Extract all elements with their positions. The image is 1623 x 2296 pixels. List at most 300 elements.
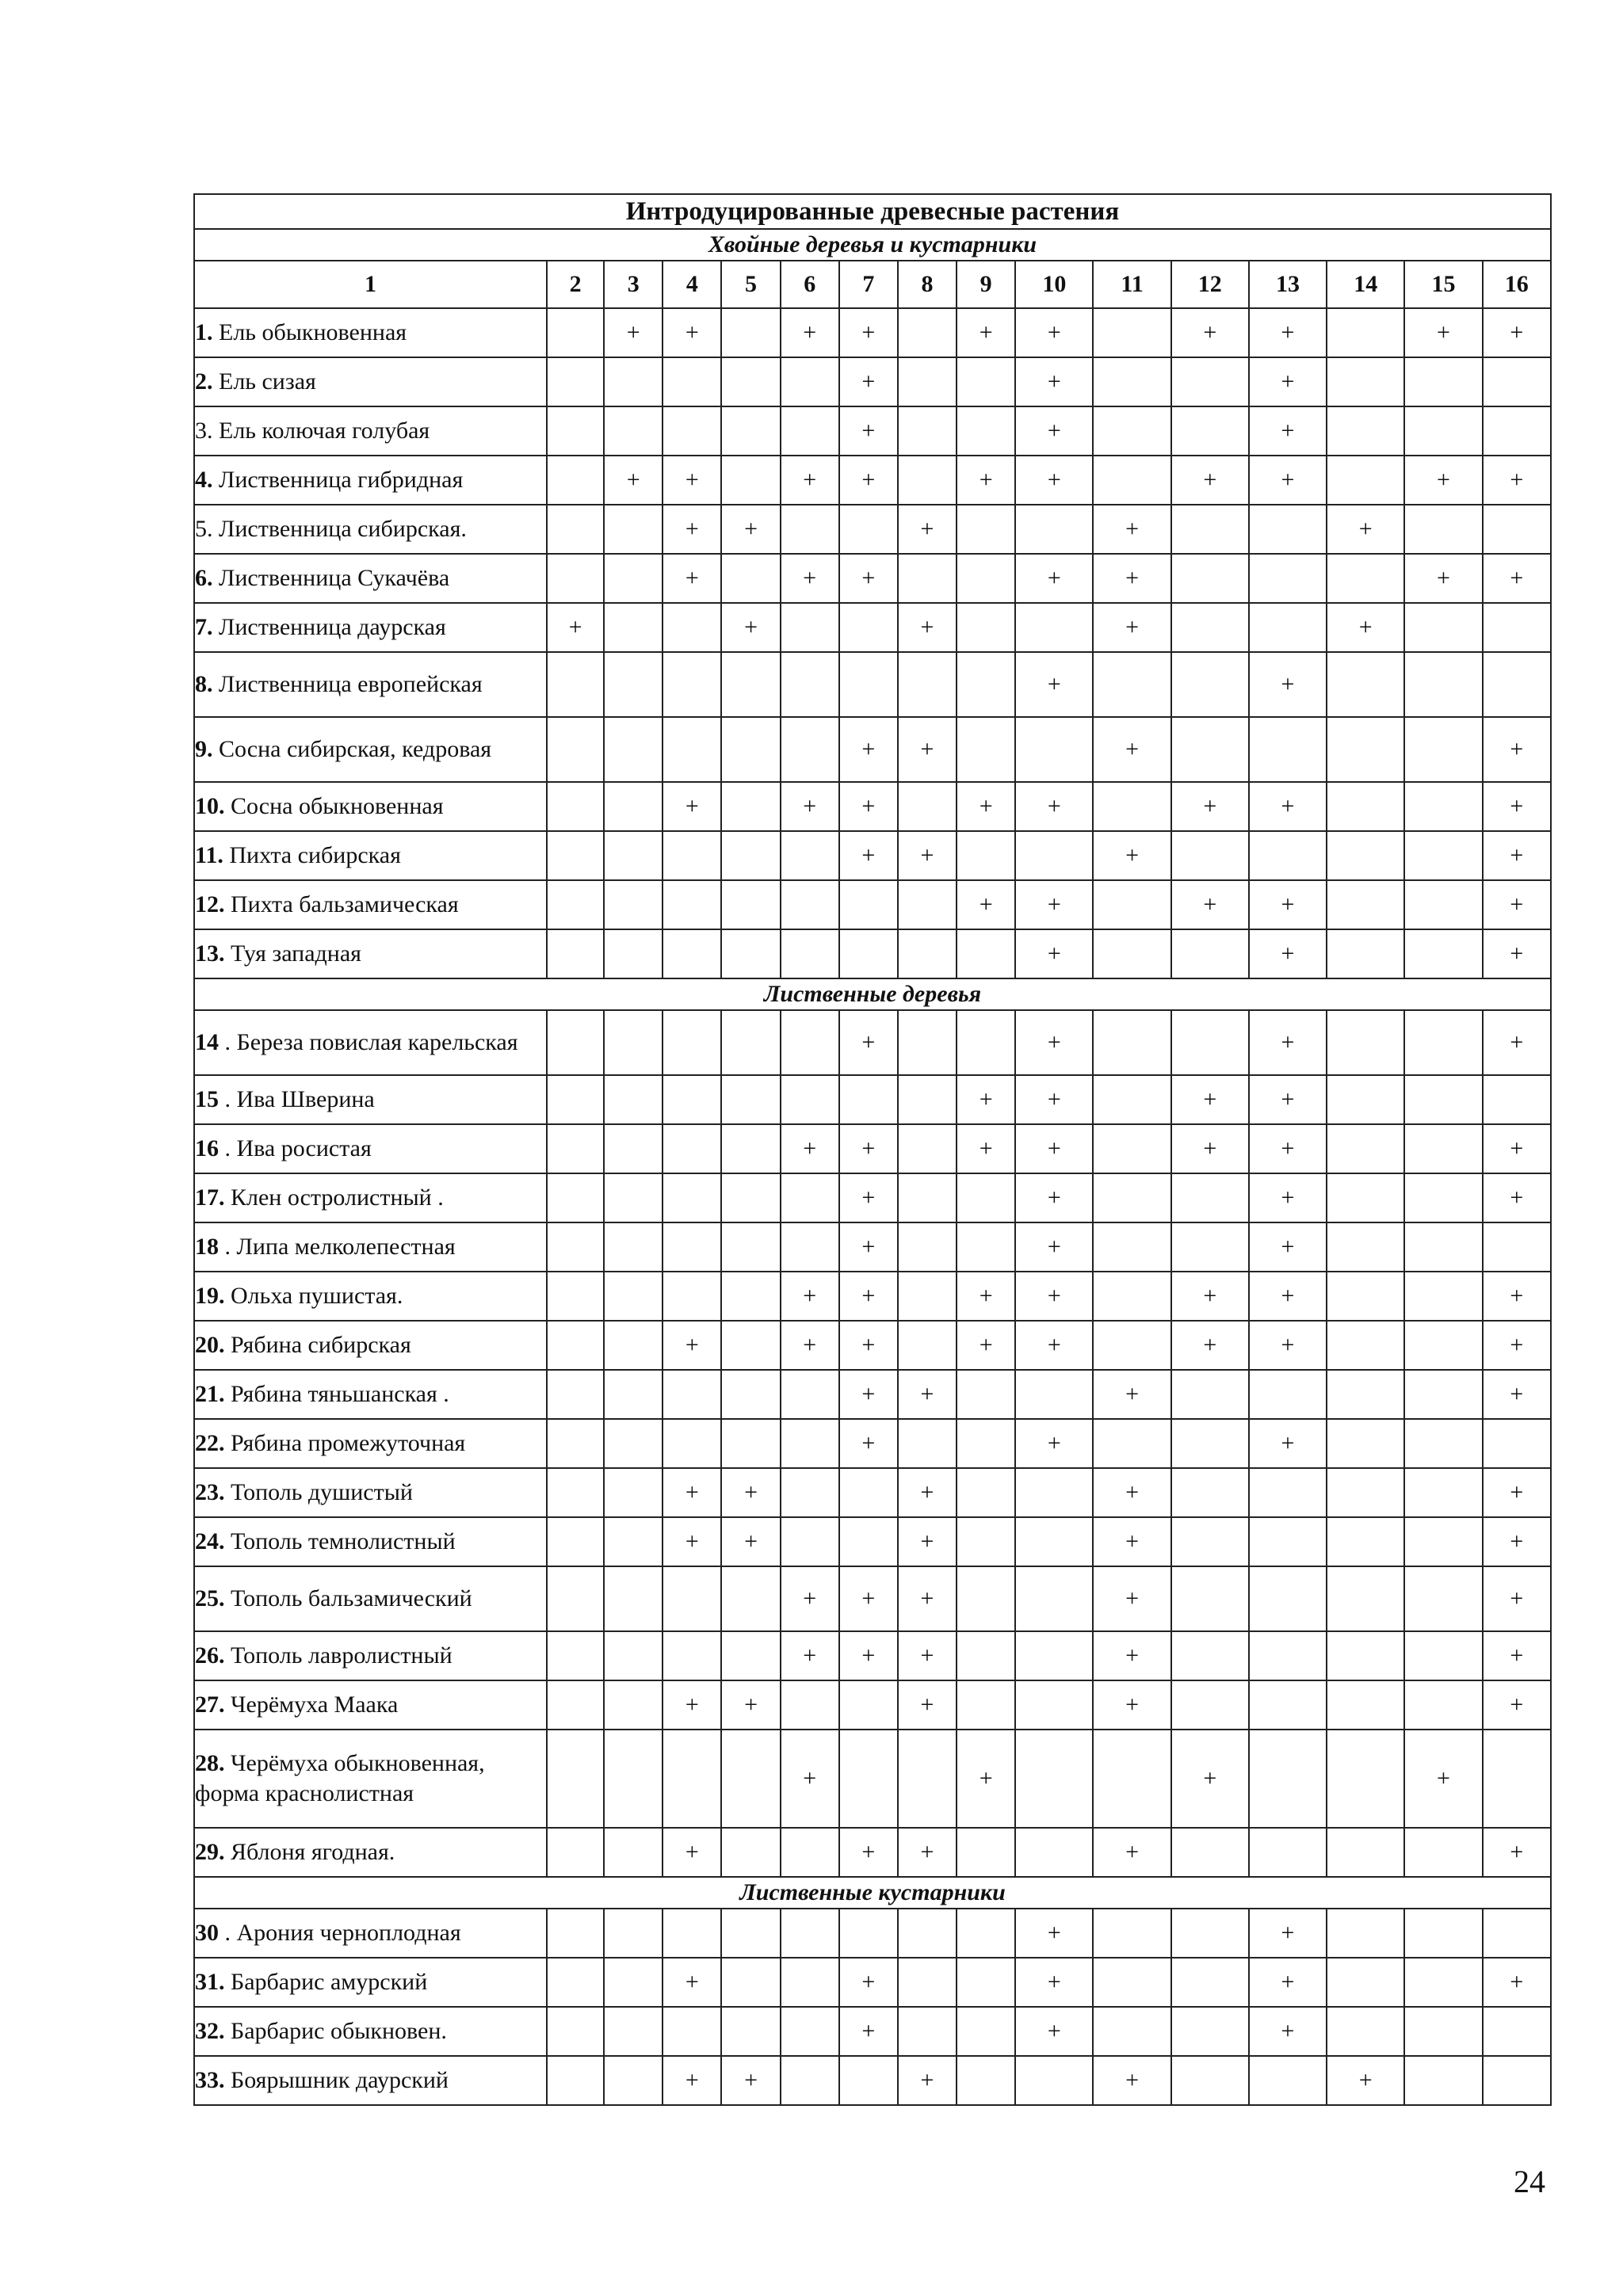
mark-cell — [1327, 357, 1404, 406]
mark-cell: + — [839, 406, 898, 456]
mark-cell — [604, 1909, 663, 1958]
plant-name: Клен остролистный . — [231, 1184, 444, 1211]
mark-cell: + — [898, 717, 957, 782]
mark-cell — [898, 308, 957, 357]
mark-cell — [1404, 1828, 1482, 1877]
mark-cell — [604, 880, 663, 929]
mark-cell: + — [1171, 782, 1249, 831]
mark-cell — [898, 1419, 957, 1468]
mark-cell: + — [839, 1419, 898, 1468]
mark-cell: + — [721, 1468, 780, 1517]
plant-name: . Липа мелколепестная — [224, 1234, 456, 1260]
column-header: 15 — [1404, 261, 1482, 308]
mark-cell — [1327, 831, 1404, 880]
table-row — [194, 1468, 1551, 1517]
plant-name-cell — [194, 406, 547, 456]
mark-cell — [1015, 1566, 1093, 1631]
mark-cell: + — [898, 1680, 957, 1730]
mark-cell — [957, 406, 1015, 456]
mark-cell: + — [1015, 2007, 1093, 2056]
section-title: Хвойные деревья и кустарники — [194, 229, 1551, 261]
plant-name-cell — [194, 929, 547, 978]
mark-cell: + — [1093, 831, 1170, 880]
mark-cell — [547, 782, 604, 831]
mark-cell — [898, 880, 957, 929]
mark-cell — [547, 1828, 604, 1877]
mark-cell — [898, 1124, 957, 1173]
plant-name: Черёмуха Маака — [231, 1691, 399, 1718]
mark-cell: + — [898, 1566, 957, 1631]
column-header: 3 — [604, 261, 663, 308]
mark-cell — [839, 1075, 898, 1124]
mark-cell: + — [957, 1321, 1015, 1370]
mark-cell — [1404, 717, 1482, 782]
mark-cell — [1327, 308, 1404, 357]
plant-name-cell — [194, 2056, 547, 2105]
mark-cell — [957, 1419, 1015, 1468]
mark-cell: + — [1015, 652, 1093, 717]
mark-cell: + — [839, 456, 898, 505]
mark-cell — [781, 1517, 839, 1566]
mark-cell — [839, 1909, 898, 1958]
mark-cell — [663, 880, 721, 929]
mark-cell — [1171, 1222, 1249, 1272]
mark-cell: + — [1483, 1124, 1551, 1173]
mark-cell: + — [898, 1631, 957, 1680]
table-row — [194, 1419, 1551, 1468]
mark-cell: + — [1249, 2007, 1327, 2056]
mark-cell: + — [957, 456, 1015, 505]
mark-cell — [1171, 357, 1249, 406]
mark-cell — [1171, 1370, 1249, 1419]
table-row — [194, 1010, 1551, 1075]
mark-cell — [1015, 1730, 1093, 1828]
mark-cell — [547, 1370, 604, 1419]
mark-cell: + — [781, 308, 839, 357]
mark-cell — [1483, 603, 1551, 652]
mark-cell — [663, 929, 721, 978]
mark-cell: + — [1249, 652, 1327, 717]
mark-cell — [547, 1010, 604, 1075]
plant-name-cell — [194, 1566, 547, 1631]
mark-cell — [1327, 1828, 1404, 1877]
plant-name: Лиственница европейская — [219, 671, 483, 697]
mark-cell — [1327, 1010, 1404, 1075]
mark-cell — [604, 1222, 663, 1272]
mark-cell — [839, 1517, 898, 1566]
mark-cell: + — [1483, 1958, 1551, 2007]
mark-cell — [604, 505, 663, 554]
mark-cell — [1171, 929, 1249, 978]
mark-cell — [1249, 717, 1327, 782]
mark-cell: + — [839, 1566, 898, 1631]
mark-cell — [604, 1173, 663, 1222]
mark-cell — [898, 1222, 957, 1272]
mark-cell: + — [1015, 406, 1093, 456]
mark-cell — [1171, 831, 1249, 880]
column-header: 14 — [1327, 261, 1404, 308]
mark-cell — [957, 1173, 1015, 1222]
mark-cell — [1249, 2056, 1327, 2105]
mark-cell — [547, 880, 604, 929]
mark-cell — [1093, 1222, 1170, 1272]
mark-cell — [547, 1468, 604, 1517]
plant-name: Лиственница сибирская. — [219, 516, 467, 542]
mark-cell — [721, 1222, 780, 1272]
mark-cell — [1404, 1272, 1482, 1321]
column-header: 7 — [839, 261, 898, 308]
mark-cell — [604, 1631, 663, 1680]
mark-cell — [1093, 2007, 1170, 2056]
mark-cell — [1327, 1419, 1404, 1468]
mark-cell — [721, 357, 780, 406]
page-number: 24 — [1514, 2164, 1545, 2199]
table-row — [194, 505, 1551, 554]
mark-cell: + — [1483, 1370, 1551, 1419]
plant-name: Туя западная — [231, 940, 361, 967]
mark-cell — [1483, 1909, 1551, 1958]
mark-cell: + — [1171, 880, 1249, 929]
mark-cell — [957, 1958, 1015, 2007]
mark-cell — [1327, 1222, 1404, 1272]
mark-cell — [1093, 308, 1170, 357]
mark-cell — [1404, 1173, 1482, 1222]
mark-cell — [663, 1419, 721, 1468]
mark-cell — [1327, 1321, 1404, 1370]
table-title-row — [194, 194, 1551, 229]
plant-name: Тополь бальзамический — [231, 1585, 472, 1611]
mark-cell — [1171, 2007, 1249, 2056]
mark-cell — [781, 1222, 839, 1272]
mark-cell — [957, 1468, 1015, 1517]
mark-cell — [604, 554, 663, 603]
mark-cell — [898, 1272, 957, 1321]
mark-cell — [547, 456, 604, 505]
mark-cell — [1404, 831, 1482, 880]
mark-cell — [547, 1958, 604, 2007]
mark-cell — [547, 308, 604, 357]
mark-cell — [547, 717, 604, 782]
mark-cell — [663, 1631, 721, 1680]
mark-cell — [721, 1272, 780, 1321]
mark-cell: + — [663, 1517, 721, 1566]
mark-cell: + — [898, 1468, 957, 1517]
mark-cell: + — [1249, 929, 1327, 978]
mark-cell — [1404, 1010, 1482, 1075]
mark-cell — [898, 357, 957, 406]
mark-cell — [1093, 1730, 1170, 1828]
plant-name: Сосна сибирская, кедровая — [219, 736, 492, 762]
mark-cell: + — [663, 456, 721, 505]
mark-cell: + — [1483, 782, 1551, 831]
mark-cell — [547, 652, 604, 717]
mark-cell — [1327, 1173, 1404, 1222]
section-row — [194, 229, 1551, 261]
mark-cell — [604, 2056, 663, 2105]
mark-cell — [663, 1566, 721, 1631]
table-row — [194, 1909, 1551, 1958]
mark-cell — [957, 505, 1015, 554]
mark-cell — [1249, 505, 1327, 554]
table-row — [194, 1828, 1551, 1877]
column-header: 6 — [781, 261, 839, 308]
mark-cell — [663, 406, 721, 456]
mark-cell — [721, 1909, 780, 1958]
mark-cell: + — [898, 505, 957, 554]
mark-cell — [781, 831, 839, 880]
mark-cell — [1483, 2007, 1551, 2056]
mark-cell — [1404, 1909, 1482, 1958]
mark-cell — [1015, 1517, 1093, 1566]
mark-cell — [1249, 1370, 1327, 1419]
mark-cell — [1327, 1124, 1404, 1173]
mark-cell: + — [1249, 1321, 1327, 1370]
section-row — [194, 978, 1551, 1010]
plant-number: 22. — [195, 1430, 225, 1456]
table-row — [194, 929, 1551, 978]
mark-cell: + — [1249, 880, 1327, 929]
table-row — [194, 1321, 1551, 1370]
mark-cell — [781, 717, 839, 782]
table-row — [194, 456, 1551, 505]
mark-cell: + — [1015, 1419, 1093, 1468]
mark-cell — [547, 406, 604, 456]
plant-name-cell — [194, 652, 547, 717]
mark-cell — [547, 1680, 604, 1730]
mark-cell — [898, 1958, 957, 2007]
mark-cell — [1483, 1419, 1551, 1468]
mark-cell — [604, 1321, 663, 1370]
mark-cell: + — [1249, 1958, 1327, 2007]
mark-cell — [781, 2056, 839, 2105]
mark-cell — [898, 782, 957, 831]
mark-cell: + — [839, 308, 898, 357]
mark-cell — [1483, 2056, 1551, 2105]
column-header: 13 — [1249, 261, 1327, 308]
mark-cell: + — [1249, 1222, 1327, 1272]
mark-cell: + — [663, 1468, 721, 1517]
mark-cell: + — [1249, 357, 1327, 406]
plants-table — [193, 193, 1552, 2106]
mark-cell — [604, 929, 663, 978]
mark-cell: + — [1483, 929, 1551, 978]
mark-cell — [1171, 505, 1249, 554]
mark-cell — [1093, 1321, 1170, 1370]
table-row — [194, 717, 1551, 782]
mark-cell — [721, 652, 780, 717]
mark-cell — [547, 1909, 604, 1958]
mark-cell: + — [1483, 880, 1551, 929]
plant-number: 12. — [195, 891, 225, 917]
mark-cell — [1171, 1173, 1249, 1222]
mark-cell — [1249, 554, 1327, 603]
mark-cell: + — [1249, 1075, 1327, 1124]
mark-cell — [1093, 357, 1170, 406]
mark-cell — [604, 603, 663, 652]
mark-cell: + — [1327, 505, 1404, 554]
mark-cell — [1171, 603, 1249, 652]
mark-cell: + — [1404, 554, 1482, 603]
plant-number: 20. — [195, 1332, 225, 1358]
mark-cell — [547, 357, 604, 406]
plant-number: 21. — [195, 1381, 225, 1407]
column-header: 8 — [898, 261, 957, 308]
mark-cell — [1015, 2056, 1093, 2105]
mark-cell: + — [1483, 831, 1551, 880]
mark-cell — [1249, 1468, 1327, 1517]
plant-name: Ель обыкновенная — [219, 319, 407, 345]
mark-cell — [957, 831, 1015, 880]
mark-cell — [1327, 1730, 1404, 1828]
mark-cell: + — [1093, 1828, 1170, 1877]
mark-cell — [1171, 1566, 1249, 1631]
table-row — [194, 1958, 1551, 2007]
mark-cell — [781, 1173, 839, 1222]
mark-cell: + — [604, 456, 663, 505]
mark-cell: + — [1093, 1566, 1170, 1631]
mark-cell: + — [1404, 1730, 1482, 1828]
plant-number: 29. — [195, 1839, 225, 1865]
mark-cell — [1404, 1468, 1482, 1517]
mark-cell: + — [957, 1075, 1015, 1124]
plant-number: 4. — [195, 467, 213, 493]
mark-cell — [898, 1909, 957, 1958]
mark-cell — [604, 782, 663, 831]
plant-name-cell — [194, 357, 547, 406]
mark-cell — [1327, 1958, 1404, 2007]
mark-cell — [721, 1010, 780, 1075]
mark-cell — [1404, 1631, 1482, 1680]
mark-cell — [1015, 831, 1093, 880]
mark-cell — [721, 1075, 780, 1124]
mark-cell — [898, 1010, 957, 1075]
mark-cell — [957, 1680, 1015, 1730]
mark-cell — [1093, 456, 1170, 505]
mark-cell — [721, 2007, 780, 2056]
mark-cell — [1093, 929, 1170, 978]
mark-cell — [957, 2056, 1015, 2105]
mark-cell: + — [898, 1828, 957, 1877]
mark-cell: + — [1171, 1321, 1249, 1370]
mark-cell — [957, 1222, 1015, 1272]
mark-cell — [781, 2007, 839, 2056]
plant-name: . Береза повислая карельская — [224, 1029, 518, 1055]
mark-cell — [721, 929, 780, 978]
mark-cell — [839, 603, 898, 652]
mark-cell — [1404, 2056, 1482, 2105]
plant-number: 19. — [195, 1283, 225, 1309]
plant-number: 32. — [195, 2018, 225, 2044]
table-row — [194, 603, 1551, 652]
plant-name-cell — [194, 717, 547, 782]
mark-cell — [1093, 782, 1170, 831]
mark-cell — [781, 603, 839, 652]
mark-cell — [604, 1010, 663, 1075]
mark-cell: + — [898, 2056, 957, 2105]
mark-cell: + — [1015, 1075, 1093, 1124]
mark-cell — [898, 2007, 957, 2056]
mark-cell — [957, 1010, 1015, 1075]
mark-cell — [898, 456, 957, 505]
mark-cell — [781, 1909, 839, 1958]
mark-cell: + — [1483, 1517, 1551, 1566]
mark-cell: + — [1483, 1468, 1551, 1517]
mark-cell — [1015, 1680, 1093, 1730]
mark-cell: + — [839, 1222, 898, 1272]
plant-number: 1. — [195, 319, 213, 345]
plant-name: Лиственница Сукачёва — [219, 565, 450, 591]
mark-cell — [1015, 603, 1093, 652]
mark-cell — [1404, 880, 1482, 929]
mark-cell: + — [721, 1517, 780, 1566]
mark-cell — [663, 1124, 721, 1173]
mark-cell — [663, 357, 721, 406]
mark-cell: + — [1015, 782, 1093, 831]
mark-cell: + — [1015, 1958, 1093, 2007]
mark-cell: + — [1327, 2056, 1404, 2105]
mark-cell — [547, 1272, 604, 1321]
column-header: 11 — [1093, 261, 1170, 308]
mark-cell: + — [663, 505, 721, 554]
mark-cell — [547, 1566, 604, 1631]
plant-name-cell — [194, 880, 547, 929]
mark-cell: + — [1015, 929, 1093, 978]
mark-cell — [1093, 1419, 1170, 1468]
mark-cell: + — [839, 1958, 898, 2007]
mark-cell — [547, 1631, 604, 1680]
mark-cell: + — [1093, 2056, 1170, 2105]
mark-cell — [781, 1010, 839, 1075]
plant-name: . Арония черноплодная — [224, 1920, 461, 1946]
mark-cell — [721, 1631, 780, 1680]
column-header: 9 — [957, 261, 1015, 308]
mark-cell: + — [781, 456, 839, 505]
mark-cell — [604, 1075, 663, 1124]
mark-cell — [781, 1680, 839, 1730]
mark-cell: + — [957, 308, 1015, 357]
mark-cell — [1249, 1828, 1327, 1877]
table-row — [194, 1566, 1551, 1631]
mark-cell — [898, 1730, 957, 1828]
table-row — [194, 2007, 1551, 2056]
mark-cell — [1015, 505, 1093, 554]
plant-number: 27. — [195, 1691, 225, 1718]
mark-cell — [604, 1828, 663, 1877]
plant-number: 18 — [195, 1234, 219, 1260]
mark-cell: + — [1249, 1124, 1327, 1173]
mark-cell — [957, 929, 1015, 978]
mark-cell — [1327, 880, 1404, 929]
mark-cell — [663, 652, 721, 717]
mark-cell: + — [1249, 406, 1327, 456]
mark-cell: + — [663, 1321, 721, 1370]
mark-cell — [1093, 1958, 1170, 2007]
mark-cell: + — [1015, 357, 1093, 406]
mark-cell — [604, 1680, 663, 1730]
mark-cell — [663, 717, 721, 782]
mark-cell — [721, 831, 780, 880]
mark-cell — [1483, 652, 1551, 717]
mark-cell: + — [957, 1272, 1015, 1321]
mark-cell — [721, 782, 780, 831]
plant-name: Рябина сибирская — [231, 1332, 411, 1358]
plant-name-cell — [194, 1272, 547, 1321]
mark-cell: + — [663, 2056, 721, 2105]
table-title: Интродуцированные древесные растения — [194, 194, 1551, 229]
mark-cell: + — [1015, 308, 1093, 357]
mark-cell: + — [604, 308, 663, 357]
mark-cell — [663, 1370, 721, 1419]
